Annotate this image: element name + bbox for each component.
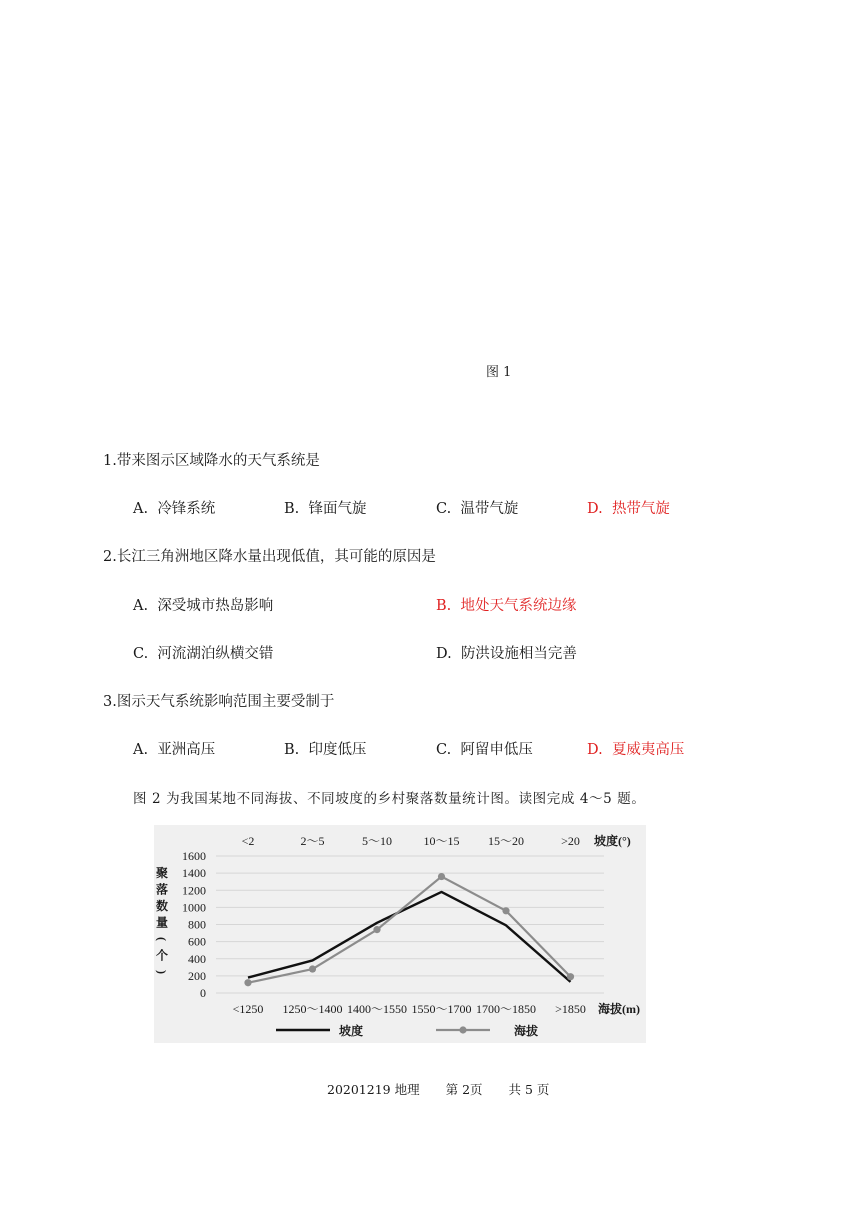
question-3-option-b[interactable] bbox=[284, 738, 366, 759]
y-tick-label: 1400 bbox=[182, 866, 206, 881]
page-footer bbox=[327, 1080, 571, 1098]
y-tick-label: 600 bbox=[188, 934, 206, 949]
option-text: 地处天气系统边缘 bbox=[460, 598, 577, 614]
figure-2-intro: 图 2 为我国某地不同海拔、不同坡度的乡村聚落数量统计图。读图完成 4～5 题。 bbox=[133, 791, 646, 807]
top-axis-tick-label: 15～20 bbox=[487, 834, 525, 848]
option-letter: B. bbox=[284, 501, 300, 517]
footer-exam-code: 20201219 地理 bbox=[327, 1082, 420, 1097]
question-1-stem: 1.带来图示区域降水的天气系统是 bbox=[103, 453, 320, 469]
option-text: 温带气旋 bbox=[460, 501, 519, 517]
top-axis-tick-label: <2 bbox=[241, 834, 255, 848]
altitude-series-point bbox=[438, 873, 445, 880]
question-1-option-c[interactable] bbox=[436, 497, 518, 518]
option-text: 阿留申低压 bbox=[460, 742, 533, 758]
top-axis-tick-label: 2～5 bbox=[300, 834, 325, 848]
option-letter: D. bbox=[587, 501, 603, 517]
altitude-series-point bbox=[502, 907, 509, 914]
y-axis-label-char: ) bbox=[155, 970, 169, 974]
question-2-option-c[interactable] bbox=[133, 642, 273, 663]
bottom-axis-tick-label: 1250～1400 bbox=[282, 1002, 343, 1016]
bottom-axis-tick-label: 1400～1550 bbox=[346, 1002, 408, 1016]
bottom-axis-tick-label: >1850 bbox=[555, 1002, 586, 1016]
y-tick-label: 1000 bbox=[182, 900, 206, 915]
y-axis-label-char: 数 bbox=[155, 899, 169, 913]
option-text: 冷锋系统 bbox=[157, 501, 216, 517]
altitude-series-point bbox=[244, 979, 251, 986]
option-letter: C. bbox=[133, 646, 149, 662]
option-letter: A. bbox=[133, 742, 149, 758]
option-text: 印度低压 bbox=[308, 742, 367, 758]
option-text: 夏威夷高压 bbox=[611, 742, 685, 758]
question-1-option-b[interactable] bbox=[284, 497, 366, 518]
option-letter: C. bbox=[436, 501, 452, 517]
top-axis-tick-label: 10～15 bbox=[423, 834, 460, 848]
altitude-series-line bbox=[248, 877, 571, 983]
question-1-option-a[interactable] bbox=[133, 497, 215, 518]
question-3-option-c[interactable] bbox=[436, 738, 533, 759]
question-3-stem: 3.图示天气系统影响范围主要受制于 bbox=[103, 694, 335, 710]
y-tick-label: 400 bbox=[188, 951, 206, 966]
altitude-series-point bbox=[309, 965, 316, 972]
chart-svg bbox=[154, 825, 646, 1043]
legend-altitude-label: 海拔 bbox=[514, 1024, 539, 1038]
question-2-stem: 2.长江三角洲地区降水量出现低值，其可能的原因是 bbox=[103, 549, 436, 565]
bottom-axis-tick-label: 1700～1850 bbox=[475, 1002, 537, 1016]
slope-series-line bbox=[248, 892, 571, 982]
option-text: 热带气旋 bbox=[611, 501, 670, 517]
question-3-option-a[interactable] bbox=[133, 738, 215, 759]
option-letter: B. bbox=[436, 598, 452, 614]
y-tick-label: 200 bbox=[188, 968, 206, 983]
y-axis-label-char: ( bbox=[155, 937, 169, 941]
question-2-option-b-answer[interactable] bbox=[436, 594, 576, 615]
option-letter: A. bbox=[133, 501, 149, 517]
question-3-option-d-answer[interactable] bbox=[587, 738, 684, 759]
option-letter: B. bbox=[284, 742, 300, 758]
legend-slope-label: 坡度 bbox=[339, 1024, 364, 1038]
y-axis-label-char: 聚 bbox=[155, 866, 169, 880]
option-letter: D. bbox=[436, 646, 452, 662]
bottom-axis-tick-label: 1550～1700 bbox=[411, 1002, 472, 1016]
y-axis-label-char: 个 bbox=[155, 948, 169, 963]
question-2-option-d[interactable] bbox=[436, 642, 577, 663]
top-axis-label: 坡度(°) bbox=[594, 834, 631, 848]
y-axis-label-char: 量 bbox=[155, 915, 169, 930]
bottom-axis-label: 海拔(m) bbox=[598, 1002, 640, 1016]
y-tick-label: 1200 bbox=[182, 883, 206, 898]
legend-altitude-marker bbox=[459, 1026, 466, 1033]
option-letter: D. bbox=[587, 742, 603, 758]
top-axis-tick-label: >20 bbox=[561, 834, 580, 848]
question-2-option-a[interactable] bbox=[133, 594, 273, 615]
footer-total-pages: 共 5 页 bbox=[508, 1082, 550, 1097]
altitude-series-point bbox=[567, 973, 574, 980]
option-letter: C. bbox=[436, 742, 452, 758]
option-text: 锋面气旋 bbox=[308, 501, 367, 517]
option-text: 深受城市热岛影响 bbox=[157, 598, 274, 614]
option-text: 亚洲高压 bbox=[157, 742, 216, 758]
footer-page-number: 第 2页 bbox=[445, 1082, 483, 1097]
figure-1-caption: 图 1 bbox=[486, 365, 512, 380]
y-tick-label: 800 bbox=[188, 917, 206, 932]
bottom-axis-tick-label: <1250 bbox=[232, 1002, 264, 1016]
y-tick-label: 0 bbox=[200, 986, 206, 1000]
top-axis-tick-label: 5～10 bbox=[361, 834, 393, 848]
option-letter: A. bbox=[133, 598, 149, 614]
y-axis-label-char: 落 bbox=[155, 882, 169, 897]
question-1-option-d-answer[interactable] bbox=[587, 497, 670, 518]
option-text: 河流湖泊纵横交错 bbox=[157, 646, 274, 662]
option-text: 防洪设施相当完善 bbox=[460, 646, 577, 662]
altitude-series-point bbox=[373, 926, 380, 933]
y-tick-label: 1600 bbox=[182, 849, 206, 863]
figure-2-chart bbox=[154, 825, 646, 1043]
